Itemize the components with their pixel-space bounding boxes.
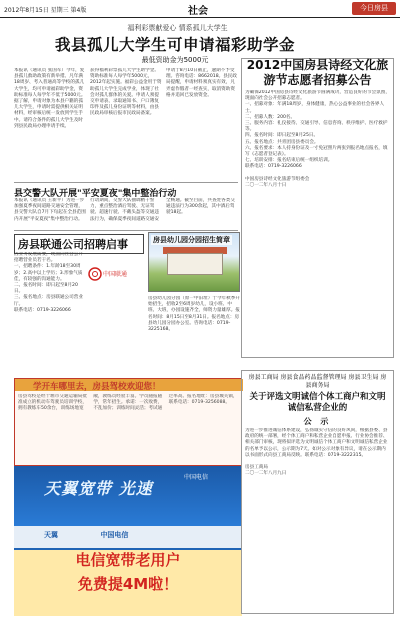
building-shape — [167, 253, 223, 275]
article3-title: 房县联通公司招聘启事 — [14, 234, 144, 254]
article1-col3: 申请于8月10日截止，逾期不予受理。咨询电话：8662018。县民政局提醒，申请材料须真实有效，凡弄虚作假者一经查实，取消资助资格并追回已发放资金。 — [166, 68, 237, 98]
commerce-notice-body: 为进一步推进诚信体系建设，弘扬诚实守信的良好风尚，根据县委、县政府的统一部署，经个体工商户和私营企业自愿申报、行业协会推荐、相关部门审核，现将拟评选为文明诚信个体工商户和文明诚信私营企业的名单予以公示，公示期为7天。如对公示对象有异议，请在公示期内以书面形式向县工商局反映。联系电话：0719-3222315。 房县工商局 二〇一二年八月九日 — [245, 428, 388, 477]
commerce-notice-label: 公 示 — [303, 417, 332, 426]
china-telecom-logo: 中国电信 — [100, 531, 129, 539]
telecom-ad — [14, 466, 242, 616]
article1-kicker: 福利彩票献爱心 情系孤儿大学生 — [127, 24, 228, 32]
article1-col1: 本报讯（通讯员 张国军）今年，复县孤儿救助政策有新举措。凡年满18周岁、考入普通高等学校的孤儿大学生，均可申请福彩助学金，资助标准每人每学年不低于5000元。据了解，申请对象为本县户籍的孤儿大学生，申请时需提供相关证明材料，经审核后统一发放到学生手中。请符合条件的孤儿大学生及时到县民政局办理申请手续。 — [14, 68, 86, 129]
telecom-headline-2: 免费提4M啦！ — [14, 570, 242, 616]
telecom-logos — [44, 530, 168, 540]
china-unicom-logo — [87, 265, 127, 287]
telecom-slogan: 天翼宽带 光速 — [44, 479, 153, 498]
driving-school-ad — [14, 378, 242, 466]
telecom-brand: 中国电信 — [184, 474, 209, 481]
article1-title: 我县孤儿大学生可申请福彩助学金 — [54, 36, 295, 54]
article1-col2: 获得福利彩票孤儿大学生助学金。资助标准每人每学年5000元，2012年起实施。福彩公益金用于资助孤儿大学生完成学业，体现了社会对孤儿群体的关爱。申请人须提交申请表、录取通知书、户口簿复印件及孤儿身份证明等材料，由县民政局审核后报市民政局备案。 — [90, 68, 162, 117]
volunteer-notice-body: 为确保2012中国房县诗经文化旅游节圆满成功，营造良好的节会氛围，现面向社会公开招募志愿者。 一、招募对象：年满18周岁，身体健康，热心公益事业的社会各界人士。 二、招募人数：200名。 三、服务内容：礼仪接待、交通引导、信息咨询、秩序维护、医疗救护等。 四、报名时间：即日起至8月25日。 五、报名地点：共青团房县委员会。 六、报名要求：本人持身份证及一寸免冠照片两张到报名地点报名，填写《志愿者登记表》。 七、培训安排：报名结束后统一组织培训。 联系电话：0719-3226066 中国房县诗经文化旅游节组委会 二〇一二年八月十日 — [245, 90, 390, 189]
divider — [14, 182, 238, 183]
driving-ad-body: 房县驾校是经十堰市交通运输局批准成立的机动车驾驶员培训学校，拥有教练车50余台，训练场地宽敞，教练员经验丰富。学员随报随学，常年招生。承诺：一次收费，不乱加价；训练时间灵活；考试通过率高。报名地址：房县城关镇，联系电话：0719-3256088。 — [18, 394, 238, 412]
volunteer-notice-title: 2012中国房县诗经文化旅游节志愿者招募公告 — [246, 58, 389, 87]
commerce-notice-issuers: 房县工商局 房县食品药品监督管理局 房县卫生局 房县商务局 — [248, 374, 387, 389]
masthead-logo: 今日房县 — [352, 2, 396, 15]
driving-ad-title: 学开车哪里去，房县驾校欢迎您！ — [33, 382, 161, 392]
telecom-headline-1: 电信宽带老用户 — [14, 550, 242, 570]
article4-body: 房县幼儿园分园（原一中旧址）于今年秋季开始招生，招收2至6周岁幼儿，设小班、中班、大班，办园设施齐全，师资力量雄厚。报名时间：8月15日至8月31日。报名地点：房县幼儿园分园办公室。咨询电话：0719-3225168。 — [148, 296, 240, 333]
article4-title: 房县幼儿园分园招生简章 — [153, 236, 230, 244]
header-date: 2012年8月15日 星期三 第4版 — [4, 7, 87, 14]
china-unicom-brand: 中国联通 — [103, 271, 128, 278]
commerce-notice-title: 关于评选文明诚信个体工商户和文明诚信私营企业的 — [249, 392, 386, 413]
section-title: 社会 — [188, 6, 208, 17]
page-header — [0, 0, 400, 18]
article2-body: 本报讯（通讯员 王新平）为进一步加强夏季夜间道路交通安全管理，县交警大队自7月下旬起在全县范围内开展"平安夏夜"集中整治行动。行动期间，交警大队抽调精干警力，重点整治酒后驾驶、无证驾驶、超速行驶、不戴头盔等交通违法行为，确保夏季夜间道路交通安全畅通。截至目前，共查处各类交通违法行为300余起，其中酒后驾驶18起。 — [14, 198, 235, 222]
kindergarten-photo — [148, 232, 240, 292]
article1-subtitle: 最低资助金为5000元 — [141, 56, 209, 64]
tianyi-logo: 天翼 — [44, 531, 58, 539]
article2-title: 县交警大队开展"平安夏夜"集中整治行动 — [14, 189, 177, 199]
article3-body: 因业务发展需要，现面向社会公开招聘营业员若干名。 一、招聘条件：1.年龄18至30周岁；2.高中以上学历；3.形象气质佳，有较强的沟通能力。 二、报名时间：即日起至8月20日。 三、报名地点：房县联通公司营业厅。 联系电话：0719-3226066 — [14, 252, 83, 313]
divider — [14, 230, 238, 231]
